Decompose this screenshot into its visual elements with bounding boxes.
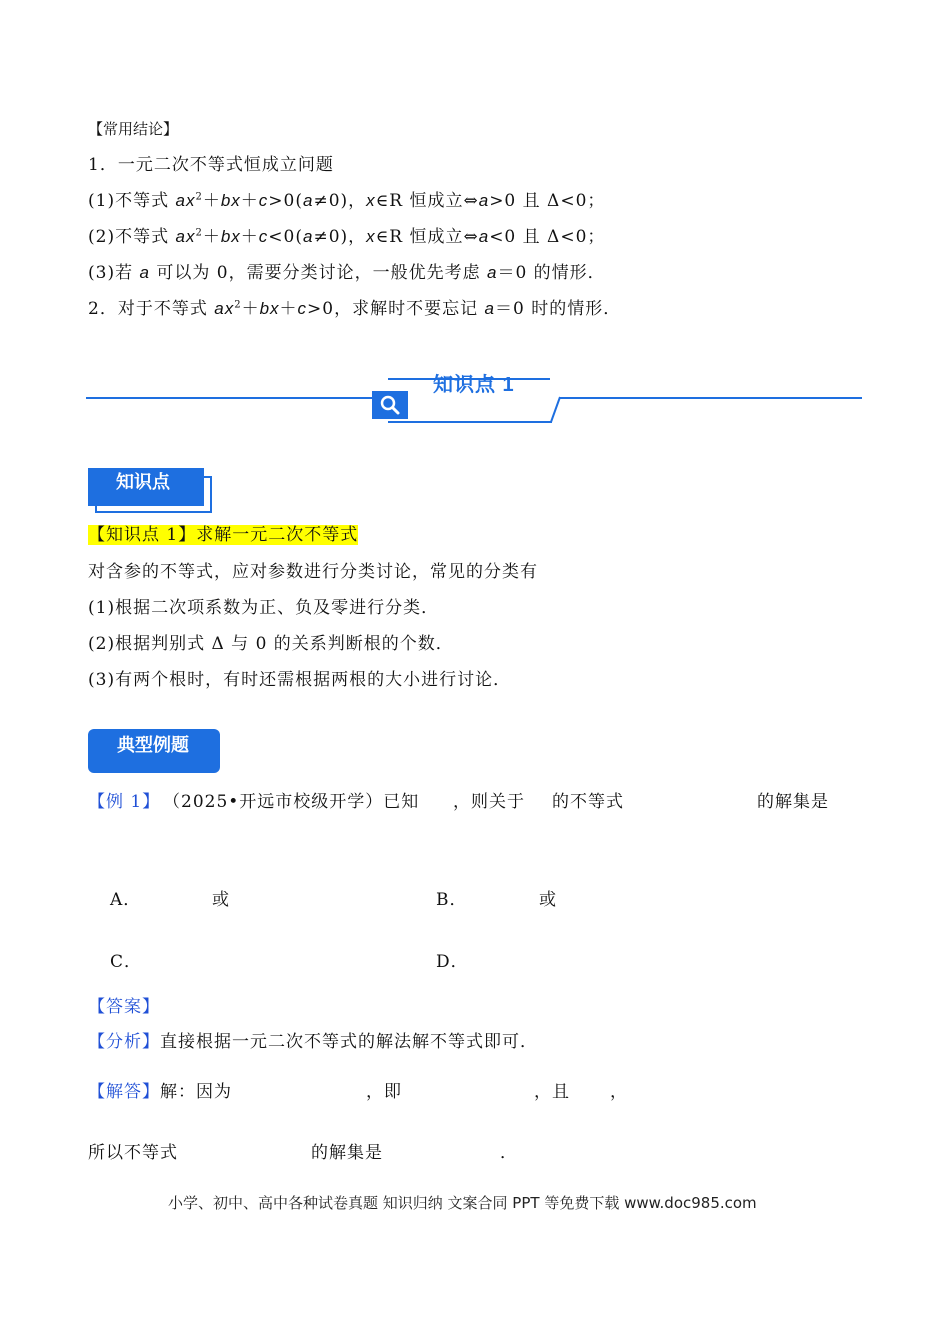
option-a-label: A．: [110, 890, 142, 910]
example-1-label: 【例 1】: [88, 792, 161, 812]
example-1-part3: 的不等式: [552, 792, 624, 812]
solution-part-d: ，: [610, 1082, 628, 1102]
analysis: 【分析】直接根据一元二次不等式的解法解不等式即可．: [88, 1032, 538, 1052]
examples-badge: [88, 729, 220, 773]
option-b-label: B．: [436, 890, 468, 910]
examples-badge-label: 典型例题: [117, 735, 189, 755]
example-1-part4: 的解集是: [757, 792, 829, 812]
tab-slant-line: [546, 396, 562, 424]
knowledge-point-2: (2)根据判别式 Δ 与 0 的关系判断根的个数．: [88, 634, 454, 654]
conclusion-line-1: (1)不等式 $ax^2+bx+c>0(a\ne 0)$，x∈R 恒成立⇔a>0 且 Δ<0；: [88, 191, 606, 211]
example-1-source: （2025•开远市校级开学）已知: [163, 792, 420, 812]
conclusions-heading: 【常用结论】: [88, 120, 179, 138]
option-d-label: D．: [436, 952, 469, 972]
conclusion-part-b: 的解集是: [311, 1143, 383, 1163]
conclusion-item-1-title: 1．一元二次不等式恒成立问题: [88, 155, 334, 175]
knowledge-heading: 【知识点 1】求解一元二次不等式: [88, 525, 359, 545]
knowledge-badge: [88, 468, 204, 506]
conclusion-item-2: 2．对于不等式 $ax^2+bx+c>0$，求解时不要忘记 a＝0 时的情形．: [88, 299, 622, 319]
knowledge-intro: 对含参的不等式，应对参数进行分类讨论，常见的分类有: [88, 562, 538, 582]
answer-label: 【答案】: [88, 997, 160, 1017]
solution-part-c: ，且: [534, 1082, 570, 1102]
conclusion-line-3: (3)若 a 可以为 0，需要分类讨论，一般优先考虑 a＝0 的情形．: [88, 263, 606, 283]
option-b-or: 或: [539, 890, 557, 910]
option-c-label: C．: [110, 952, 143, 972]
knowledge-badge-label: 知识点: [116, 472, 170, 492]
conclusion-part-a: 所以不等式: [88, 1143, 178, 1163]
option-a-or: 或: [212, 890, 230, 910]
solution-part-b: ，即: [366, 1082, 402, 1102]
conclusion-part-c: ．: [500, 1143, 518, 1163]
search-icon: [372, 391, 408, 419]
solution-label: 【解答】解：因为: [88, 1082, 232, 1102]
knowledge-point-1: (1)根据二次项系数为正、负及零进行分类．: [88, 598, 440, 618]
conclusion-line-2: (2)不等式 $ax^2+bx+c<0(a\ne 0)$，x∈R 恒成立⇔a<0 且 Δ<0；: [88, 227, 606, 247]
knowledge-point-3: (3)有两个根时，有时还需根据两根的大小进行讨论．: [88, 670, 512, 690]
example-1-part2: ，则关于: [453, 792, 525, 812]
page-footer: 小学、初中、高中各种试卷真题 知识归纳 文案合同 PPT 等免费下载 www.doc985.com: [168, 1194, 757, 1212]
section-tab-title: 知识点 1: [433, 374, 515, 396]
